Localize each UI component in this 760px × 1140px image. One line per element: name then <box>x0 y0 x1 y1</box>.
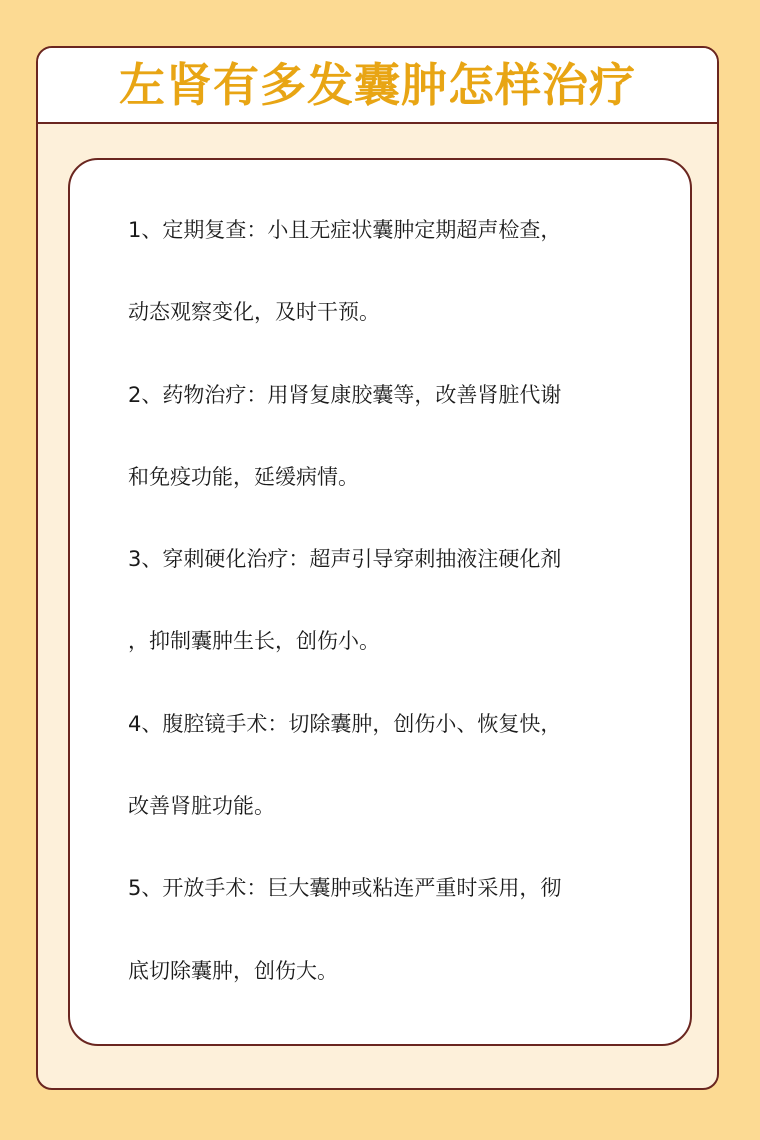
treatment-list <box>128 210 648 1033</box>
title-bar <box>38 48 717 124</box>
text-line-6: ，抑制囊肿生长，创伤小。 <box>128 629 380 654</box>
text-line-1: 1、定期复查：小且无症状囊肿定期超声检查， <box>128 218 562 242</box>
text-line-7: 4、腹腔镜手术：切除囊肿，创伤小、恢复快， <box>128 711 562 736</box>
text-line-3: 2、药物治疗：用肾复康胶囊等，改善肾脏代谢 <box>128 382 562 407</box>
page-title: 左肾有多发囊肿怎样治疗 <box>119 58 636 112</box>
text-line-8: 改善肾脏功能。 <box>128 794 275 819</box>
text-line-4: 和免疫功能，延缓病情。 <box>128 464 359 489</box>
outer-card <box>36 46 719 1090</box>
text-line-9: 5、开放手术：巨大囊肿或粘连严重时采用，彻 <box>128 876 562 901</box>
text-line-10: 底切除囊肿，创伤大。 <box>128 958 338 983</box>
text-line-2: 动态观察变化，及时干预。 <box>128 300 380 325</box>
text-line-5: 3、穿刺硬化治疗：超声引导穿刺抽液注硬化剂 <box>128 547 562 572</box>
content-card <box>68 158 692 1046</box>
